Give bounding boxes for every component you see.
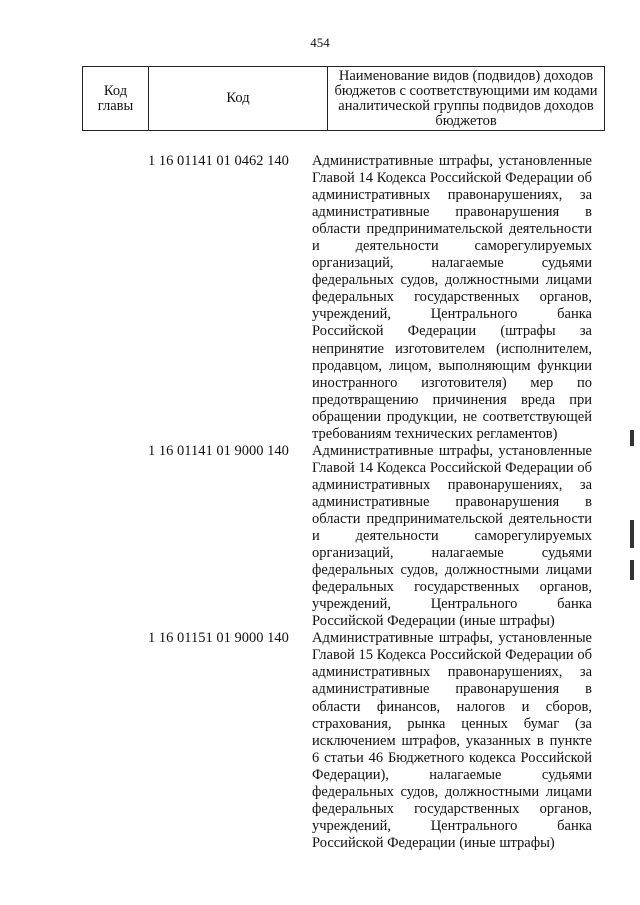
row-description: Административные штрафы, установленные Главой 14 Кодекса Российской Федерации об административных правонарушениях, за административные правонарушения в области предпринимательской деятельности и деятельности саморегулируемых организаций, налагаемые судьями федеральных судов, должностными лицами федеральных государственных органов, учреждений, Центрального банка Российской Федерации (иные штрафы)	[312, 442, 592, 630]
table-header	[82, 66, 605, 131]
scan-artifact-mark	[630, 430, 634, 446]
row-description: Административные штрафы, установленные Главой 14 Кодекса Российской Федерации об административных правонарушениях, за административные правонарушения в области предпринимательской деятельности и деятельности саморегулируемых организаций, налагаемые судьями федеральных судов, должностными лицами федеральных государственных органов, учреждений, Центрального банка Российской Федерации (штрафы за непринятие изготовителем (исполнителем, продавцом, лицом, выполняющим функции иностранного изготовителя) мер по предотвращению причинения вреда при обращении продукции, не соответствующей требованиям технических регламентов)	[312, 153, 592, 442]
header-cell-glava: Код главы	[83, 67, 149, 131]
header-cell-kod: Код	[149, 67, 328, 131]
table-row	[148, 153, 608, 443]
header-cell-name: Наименование видов (подвидов) доходов бюджетов с соответствующими им кодами аналитической группы подвидов доходов бюджетов	[328, 67, 605, 131]
table-row	[148, 443, 608, 631]
row-code: 1 16 01141 01 0462 140	[148, 153, 289, 169]
table-row	[148, 630, 608, 852]
table-body	[148, 153, 608, 852]
row-description: Административные штрафы, установленные Главой 15 Кодекса Российской Федерации об административных правонарушениях, за административные правонарушения в области финансов, налогов и сборов, страхования, рынка ценных бумаг (за исключением штрафов, указанных в пункте 6 статьи 46 Бюджетного кодекса Российской Федерации), налагаемые судьями федеральных судов, должностными лицами федеральных государственных органов, учреждений, Центрального банка Российской Федерации (иные штрафы)	[312, 630, 592, 851]
scan-artifact-mark	[630, 560, 634, 580]
row-code: 1 16 01141 01 9000 140	[148, 442, 289, 459]
row-code: 1 16 01151 01 9000 140	[148, 630, 289, 647]
page-number: 454	[310, 35, 330, 50]
table-header-row	[83, 67, 605, 131]
scan-artifact-mark	[630, 520, 634, 548]
